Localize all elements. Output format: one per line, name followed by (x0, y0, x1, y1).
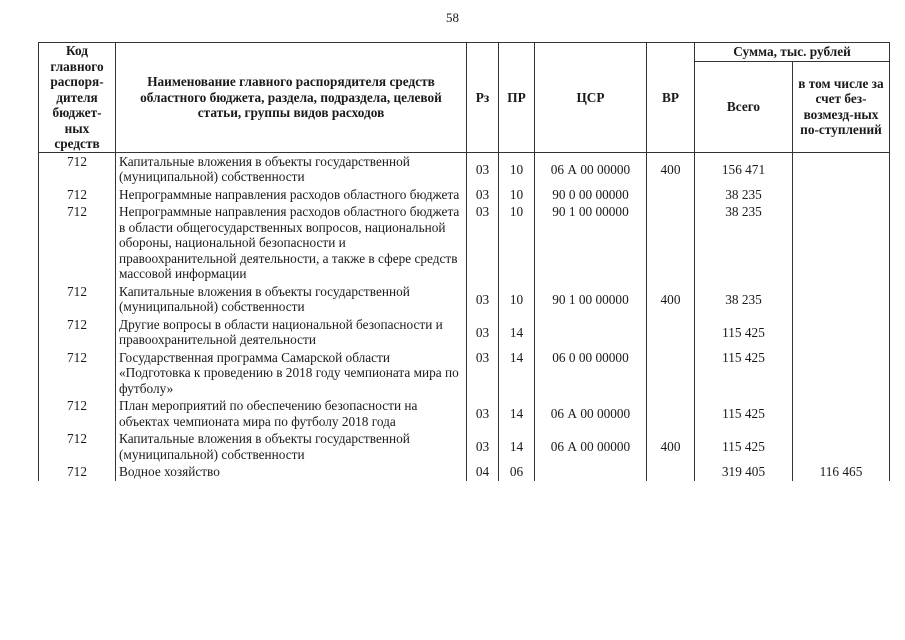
row-csr: 90 1 00 00000 (535, 203, 647, 283)
row-csr: 90 1 00 00000 (535, 283, 647, 316)
header-sum: Сумма, тыс. рублей (695, 43, 890, 62)
row-name: Другие вопросы в области национальной безопасности и правоохранительной деятельности (116, 316, 467, 349)
row-grants (793, 430, 890, 463)
header-code: Код главного распоря-дителя бюджет-ных средств (39, 43, 116, 153)
row-csr: 06 А 00 00000 (535, 430, 647, 463)
row-grants (793, 152, 890, 186)
row-pr: 10 (499, 186, 535, 204)
row-csr: 06 0 00 00000 (535, 349, 647, 398)
table-row (39, 152, 890, 186)
row-pr: 14 (499, 349, 535, 398)
row-total: 115 425 (695, 430, 793, 463)
row-csr: 06 А 00 00000 (535, 397, 647, 430)
row-csr: 90 0 00 00000 (535, 186, 647, 204)
row-pr: 10 (499, 283, 535, 316)
row-vr (647, 203, 695, 283)
row-total: 38 235 (695, 283, 793, 316)
row-code: 712 (39, 186, 116, 204)
row-total: 38 235 (695, 186, 793, 204)
header-grants: в том числе за счет без-возмезд-ных по-ступлений (793, 62, 890, 153)
row-pr: 14 (499, 397, 535, 430)
table-body (39, 152, 890, 481)
table-row (39, 349, 890, 398)
row-vr (647, 463, 695, 481)
row-csr (535, 463, 647, 481)
row-csr: 06 А 00 00000 (535, 152, 647, 186)
row-total: 115 425 (695, 397, 793, 430)
row-name: Капитальные вложения в объекты государственной (муниципальной) собственности (116, 283, 467, 316)
header-rz: Рз (467, 43, 499, 153)
row-rz: 03 (467, 152, 499, 186)
row-pr: 14 (499, 316, 535, 349)
row-code: 712 (39, 349, 116, 398)
row-rz: 04 (467, 463, 499, 481)
table-header (39, 43, 890, 153)
table-row (39, 186, 890, 204)
row-name: План мероприятий по обеспечению безопасности на объектах чемпионата мира по футболу 2018 года (116, 397, 467, 430)
row-rz: 03 (467, 186, 499, 204)
header-name: Наименование главного распорядителя средств областного бюджета, раздела, подраздела, целевой статьи, группы видов расходов (116, 43, 467, 153)
row-rz: 03 (467, 430, 499, 463)
row-vr (647, 397, 695, 430)
row-rz: 03 (467, 283, 499, 316)
row-grants (793, 283, 890, 316)
row-total: 319 405 (695, 463, 793, 481)
row-grants (793, 349, 890, 398)
row-code: 712 (39, 203, 116, 283)
row-pr: 06 (499, 463, 535, 481)
row-total: 115 425 (695, 316, 793, 349)
header-total: Всего (695, 62, 793, 153)
budget-table (38, 42, 890, 481)
row-grants (793, 203, 890, 283)
table-row (39, 463, 890, 481)
row-name: Водное хозяйство (116, 463, 467, 481)
row-rz: 03 (467, 349, 499, 398)
row-grants (793, 316, 890, 349)
row-name: Непрограммные направления расходов областного бюджета в области общегосударственных вопросов, национальной обороны, национальной безопасности и правоохранительной деятельности, а также в сфере средств массовой информации (116, 203, 467, 283)
row-total: 115 425 (695, 349, 793, 398)
table-row (39, 316, 890, 349)
row-pr: 10 (499, 152, 535, 186)
row-pr: 14 (499, 430, 535, 463)
row-rz: 03 (467, 316, 499, 349)
table-row (39, 397, 890, 430)
row-vr: 400 (647, 430, 695, 463)
header-csr: ЦСР (535, 43, 647, 153)
row-code: 712 (39, 283, 116, 316)
row-code: 712 (39, 316, 116, 349)
row-name: Капитальные вложения в объекты государственной (муниципальной) собственности (116, 430, 467, 463)
row-grants (793, 186, 890, 204)
row-total: 156 471 (695, 152, 793, 186)
row-name: Капитальные вложения в объекты государственной (муниципальной) собственности (116, 152, 467, 186)
row-grants (793, 397, 890, 430)
row-vr (647, 349, 695, 398)
row-vr: 400 (647, 283, 695, 316)
row-csr (535, 316, 647, 349)
row-total: 38 235 (695, 203, 793, 283)
row-code: 712 (39, 463, 116, 481)
header-pr: ПР (499, 43, 535, 153)
table-row (39, 203, 890, 283)
row-code: 712 (39, 430, 116, 463)
row-code: 712 (39, 397, 116, 430)
row-pr: 10 (499, 203, 535, 283)
row-vr: 400 (647, 152, 695, 186)
row-vr (647, 316, 695, 349)
row-grants: 116 465 (793, 463, 890, 481)
row-name: Государственная программа Самарской области «Подготовка к проведению в 2018 году чемпионата мира по футболу» (116, 349, 467, 398)
header-vr: ВР (647, 43, 695, 153)
row-rz: 03 (467, 203, 499, 283)
row-name: Непрограммные направления расходов областного бюджета (116, 186, 467, 204)
page-number: 58 (446, 10, 459, 25)
row-vr (647, 186, 695, 204)
row-rz: 03 (467, 397, 499, 430)
table-row (39, 430, 890, 463)
table-row (39, 283, 890, 316)
row-code: 712 (39, 152, 116, 186)
